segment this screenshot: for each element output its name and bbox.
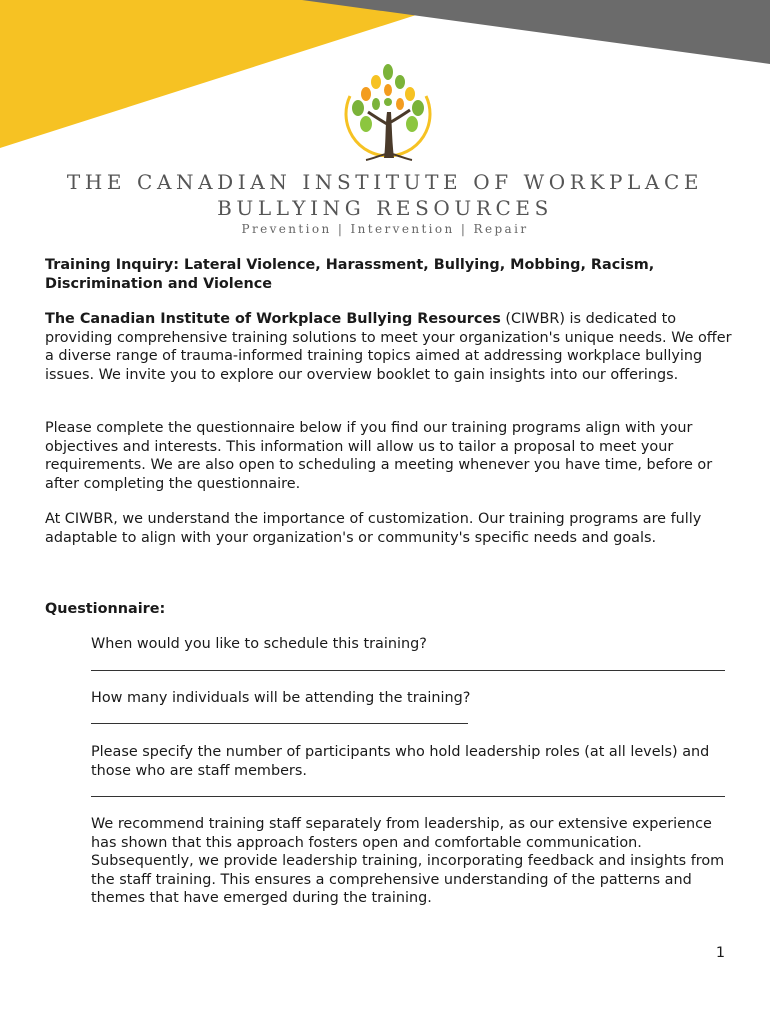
answer-line-leadership-staff[interactable] [91, 796, 725, 797]
intro-paragraph [45, 310, 735, 384]
question-attendance: How many individuals will be attending the training? [91, 690, 471, 706]
questionnaire-instructions-paragraph: Please complete the questionnaire below if you find our training programs align with your objectives and interests. This information will allow us to tailor a proposal to meet your requirements. We are also open to scheduling a meeting whenever you have time, before or after completing the questionnaire. [45, 420, 713, 492]
institute-name-line2: BULLYING RESOURCES [217, 196, 553, 220]
gray-corner-shape [302, 0, 770, 64]
tree-logo-icon [336, 62, 440, 170]
organization-name: The Canadian Institute of Workplace Bullying Resources [45, 311, 501, 327]
answer-line-attendance[interactable] [91, 723, 468, 724]
answer-line-schedule[interactable] [91, 670, 725, 671]
recommendation-paragraph: We recommend training staff separately from leadership, as our extensive experience has shown that this approach fosters open and comfortable communication. Subsequently, we provide leadership training, incorporating feedback and insights from the staff training. This ensures a comprehensive understanding of the patterns and themes that have emerged during the training. [91, 816, 725, 906]
page-number: 1 [715, 945, 725, 961]
intro-paragraph-text: (CIWBR) is dedicated to providing comprehensive training solutions to meet your organization's unique needs. We offer a diverse range of trauma-informed training topics aimed at addressing workplace bullying issues. We invite you to explore our overview booklet to gain insights into our offerings. [45, 311, 732, 383]
institute-name-line1: THE CANADIAN INSTITUTE OF WORKPLACE [66, 170, 704, 194]
questionnaire-heading: Questionnaire: [45, 601, 166, 617]
customization-paragraph: At CIWBR, we understand the importance of customization. Our training programs are fully adaptable to align with your organization's or community's specific needs and goals. [45, 511, 702, 546]
tagline: Prevention | Intervention | Repair [241, 222, 529, 236]
question-schedule: When would you like to schedule this training? [91, 636, 427, 652]
question-leadership-staff: Please specify the number of participants who hold leadership roles (at all levels) and those who are staff members. [91, 744, 710, 779]
document-title: Training Inquiry: Lateral Violence, Harassment, Bullying, Mobbing, Racism, Discrimination and Violence [45, 257, 655, 292]
